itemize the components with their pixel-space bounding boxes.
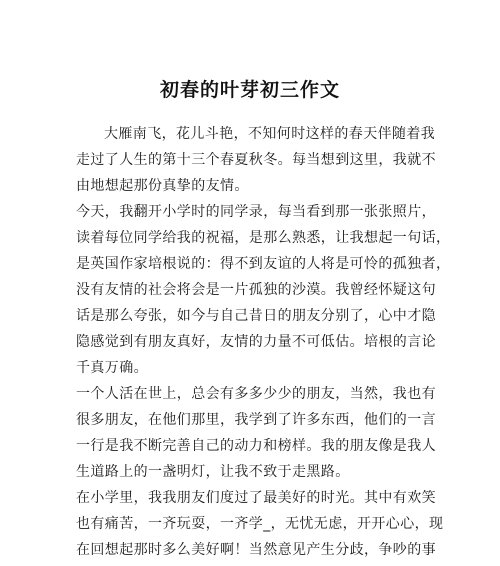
text-line: 是英国作家培根说的：得不到友谊的人将是可怜的孤独者，	[76, 256, 451, 272]
text-line: 隐感觉到有朋友真好，友情的力量不可低估。培根的言论	[76, 334, 436, 350]
text-line: 千真万确。	[76, 360, 148, 376]
text-line: 今天，我翻开小学时的同学录，每当看到那一张张照片，	[76, 204, 436, 220]
document-title: 初春的叶芽初三作文	[159, 79, 340, 101]
text-line: 也有痛苦，一齐玩耍，一齐学_，无忧无虑，开开心心，现	[76, 516, 444, 532]
text-line: 很多朋友，在他们那里，我学到了许多东西，他们的一言	[76, 412, 436, 428]
text-line: 在回想起那时多么美好啊！当然意见产生分歧，争吵的事	[76, 542, 436, 558]
text-line: 没有友情的社会将会是一片孤独的沙漠。我曾经怀疑这句	[76, 282, 436, 298]
text-line: 走过了人生的第十三个春夏秋冬。每当想到这里，我就不	[76, 152, 436, 168]
text-line: 在小学里，我我朋友们度过了最美好的时光。其中有欢笑	[76, 490, 436, 506]
text-line: 由地想起那份真挚的友情。	[76, 178, 249, 194]
text-line: 一个人活在世上，总会有多多少少的朋友，当然，我也有	[76, 386, 436, 402]
text-line: 一行是我不断完善自己的动力和榜样。我的朋友像是我人	[76, 438, 436, 454]
text-line: 大雁南飞，花儿斗艳，不知何时这样的春天伴随着我	[104, 126, 436, 142]
text-line: 读着每位同学给我的祝福，是那么熟悉，让我想起一句话，	[76, 230, 451, 246]
document-body	[76, 121, 451, 563]
text-line: 生道路上的一盏明灯，让我不致于走黑路。	[76, 464, 350, 480]
text-line: 话是那么夸张，如今与自己昔日的朋友分别了，心中才隐	[76, 308, 436, 324]
